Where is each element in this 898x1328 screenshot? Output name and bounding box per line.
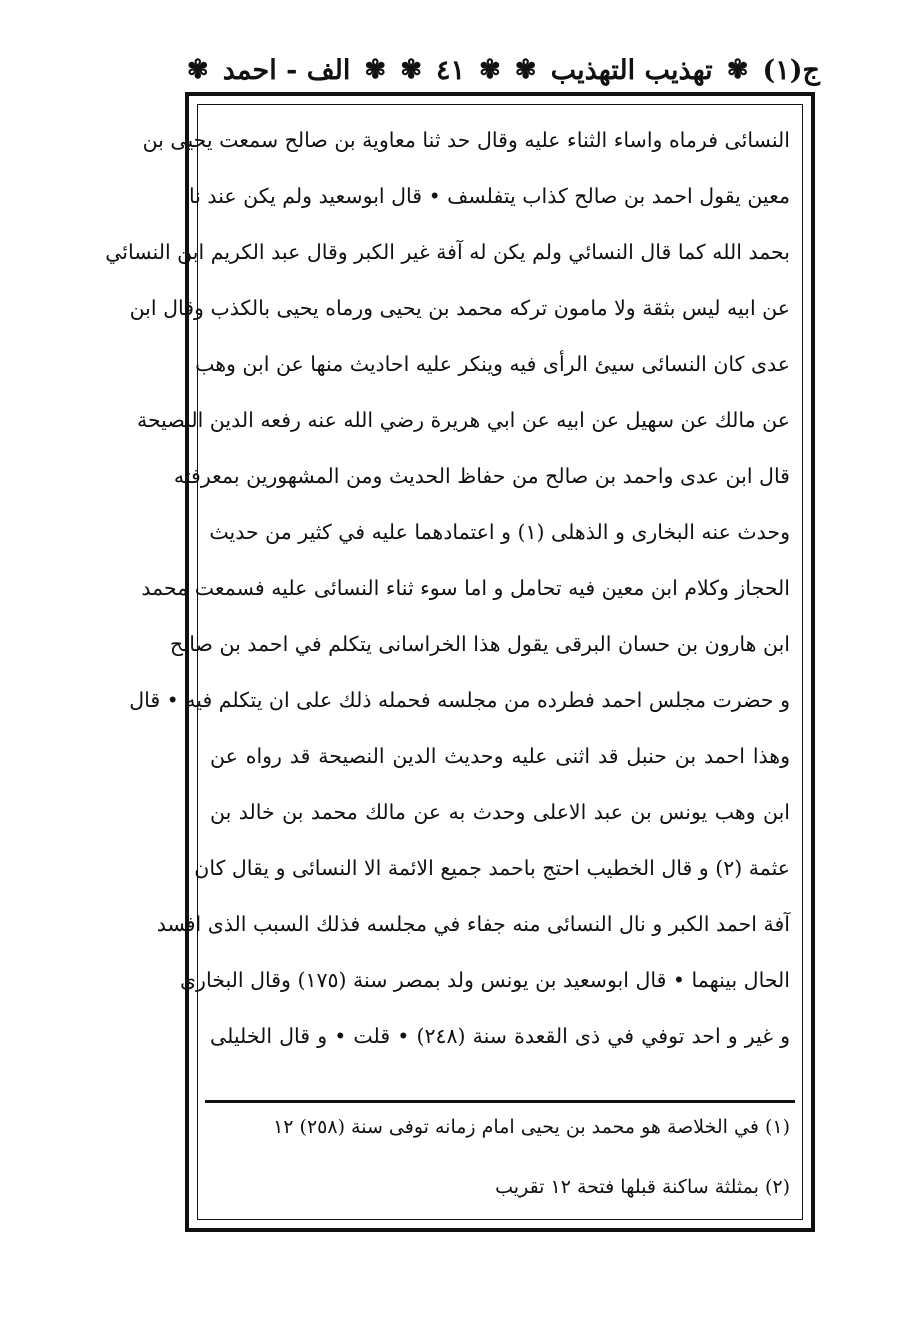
text-line: معين يقول احمد بن صالح كذاب يتفلسف • قال ابوسعيد ولم يكن عند نا [188,184,790,208]
text-line: عدى كان النسائى سيئ الرأى فيه وينكر عليه احاديث منها عن ابن وهب [195,352,790,376]
text-line: الحجاز وكلام ابن معين فيه تحامل و اما سوء ثناء النسائى عليه فسمعت محمد [141,576,790,600]
text-line: و حضرت مجلس احمد فطرده من مجلسه فحمله ذلك على ان يتكلم فيه • قال [129,688,790,712]
text-line: و غير و احد توفي في ذى القعدة سنة (٢٤٨) • قلت • و قال الخليلى [210,1024,791,1048]
floral-ornament-icon: ✾ [364,55,387,85]
text-line: وحدث عنه البخارى و الذهلى (١) و اعتمادهما عليه في كثير من حديث [209,520,790,544]
text-line: عثمة (٢) و قال الخطيب احتج باحمد جميع الائمة الا النسائى و يقال كان [194,856,790,880]
floral-ornament-icon: ✾ [479,55,501,85]
text-line: عن مالك عن سهيل عن ابيه عن ابي هريرة رضي الله عنه رفعه الدين النصيحة [136,408,790,432]
text-line: ابن وهب يونس بن عبد الاعلى وحدث به عن مالك محمد بن خالد بن [210,800,790,824]
text-line: وهذا احمد بن حنبل قد اثنى عليه وحديث الدين النصيحة قد رواه عن [210,744,790,768]
page-number: ٤١ [435,54,465,86]
floral-ornament-icon: ✾ [726,55,749,85]
floral-ornament-icon: ✾ [186,55,209,85]
footnote-1: (١) في الخلاصة هو محمد بن يحيى امام زمانه توفى سنة (٢٥٨) ١٢ [273,1116,790,1138]
main-text [105,112,791,1064]
text-line: بحمد الله كما قال النسائي ولم يكن له آفة غير الكبر وقال عبد الكريم ابن النسائي [105,240,790,264]
text-line: آفة احمد الكبر و نال النسائى منه جفاء في مجلسه فذلك السبب الذى افسد [156,912,790,936]
text-line: الحال بينهما • قال ابوسعيد بن يونس ولد بمصر سنة (١٧٥) وقال البخارى [180,968,790,992]
floral-ornament-icon: ✾ [514,55,537,85]
text-line: النسائى فرماه واساء الثناء عليه وقال حد ثنا معاوية بن صالح سمعت يحيى بن [142,128,790,152]
page-header [186,48,820,92]
section-label: الف - احمد [222,54,351,86]
text-line: قال ابن عدى واحمد بن صالح من حفاظ الحديث ومن المشهورين بمعرفته [173,464,790,488]
floral-ornament-icon: ✾ [400,55,422,85]
volume-label: ج(١) [762,54,820,86]
footnote-divider [205,1100,795,1103]
book-title: تهذيب التهذيب [550,54,713,86]
text-line: ابن هارون بن حسان البرقى يقول هذا الخراسانى يتكلم في احمد بن صالح [169,632,790,656]
footnote-2: (٢) بمثلثة ساكنة قبلها فتحة ١٢ تقريب [495,1176,790,1198]
text-line: عن ابيه ليس بثقة ولا مامون تركه محمد بن يحيى ورماه يحيى بالكذب وقال ابن [129,296,790,320]
